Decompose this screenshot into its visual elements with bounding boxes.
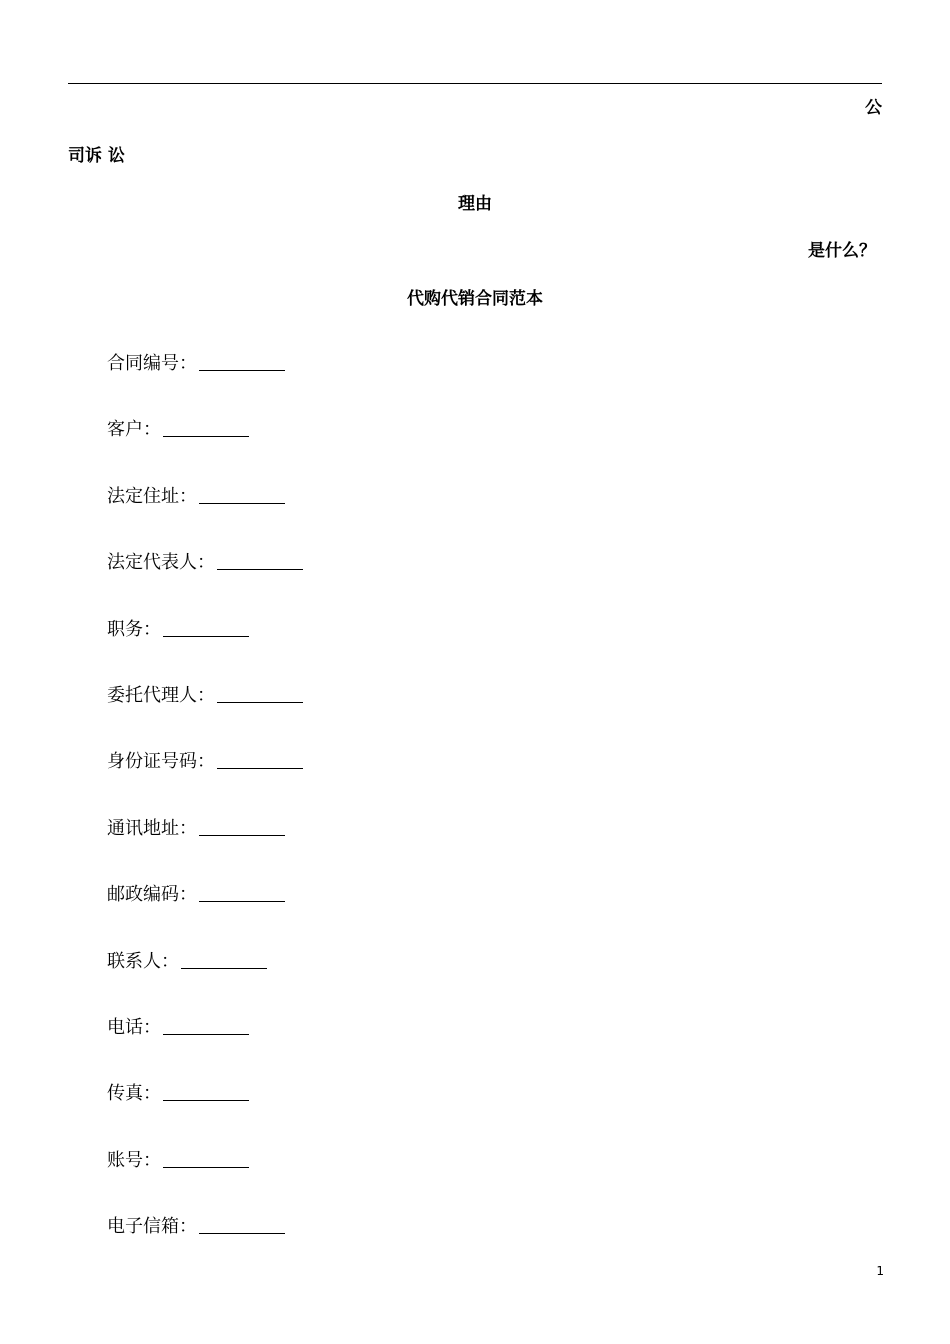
field-fax [107,1082,303,1148]
fill-blank[interactable] [181,950,267,969]
page-number: 1 [876,1264,884,1278]
field-id-number [107,750,303,816]
field-email [107,1215,303,1281]
field-legal-address [107,485,303,551]
header-text-center: 理由 [458,194,492,214]
fill-blank[interactable] [163,1016,249,1035]
fill-blank[interactable] [163,1082,249,1101]
fill-blank[interactable] [163,618,249,637]
fill-blank[interactable] [163,1149,249,1168]
fill-blank[interactable] [217,684,303,703]
field-label: 合同编号： [107,353,197,374]
field-label: 电子信箱： [107,1216,197,1238]
field-position [107,618,303,684]
field-legal-representative [107,551,303,617]
fill-blank[interactable] [199,485,285,504]
field-mailing-address [107,817,303,883]
fill-blank[interactable] [199,1215,285,1234]
fill-blank[interactable] [199,352,285,371]
header-question: 是什么？ [808,241,876,261]
field-label: 账号： [107,1149,161,1171]
field-label: 身份证号码： [107,751,215,773]
field-label: 传真： [107,1083,161,1105]
field-label: 法定住址： [107,485,197,507]
field-label: 电话： [107,1016,161,1038]
header-text-left: 司诉 讼 [68,146,125,166]
field-phone [107,1016,303,1082]
header-rule [68,83,882,84]
fill-blank[interactable] [163,418,249,437]
field-label: 通讯地址： [107,817,197,839]
fill-blank[interactable] [199,817,285,836]
field-client [107,418,303,484]
contract-field-list [107,352,303,1281]
field-contact-person [107,950,303,1016]
field-label: 职务： [107,618,161,640]
header-text-right: 公 [865,98,882,118]
fill-blank[interactable] [199,883,285,902]
fill-blank[interactable] [217,551,303,570]
field-label: 委托代理人： [107,684,215,706]
field-account-number [107,1149,303,1215]
field-postal-code [107,883,303,949]
field-label: 客户： [107,419,161,441]
field-contract-number [107,352,303,418]
field-label: 联系人： [107,950,179,972]
field-authorized-agent [107,684,303,750]
field-label: 法定代表人： [107,552,215,574]
fill-blank[interactable] [217,750,303,769]
field-label: 邮政编码： [107,884,197,906]
document-title: 代购代销合同范本 [407,289,543,309]
